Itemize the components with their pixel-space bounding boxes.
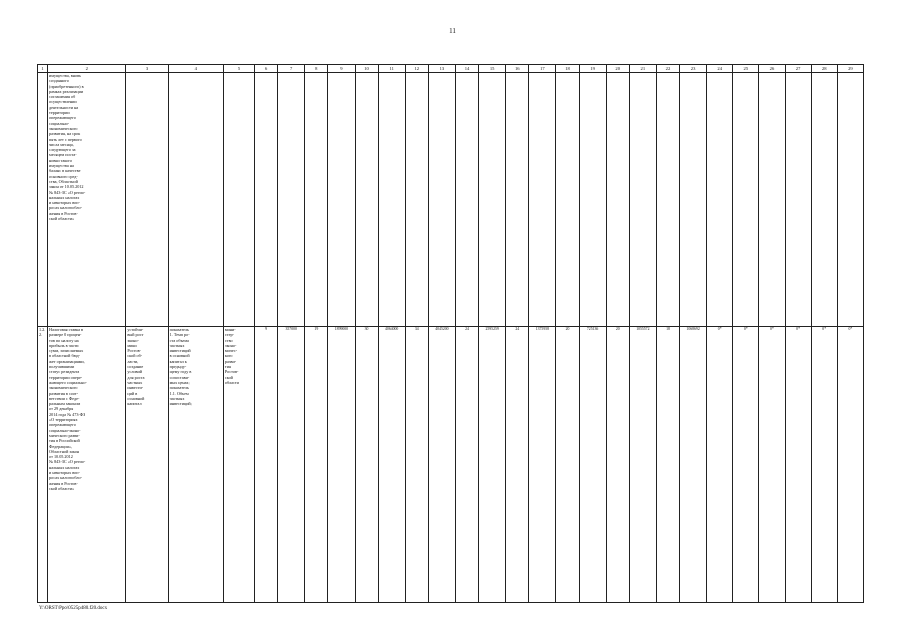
row-number-cell: 1.2.2.	[38, 327, 48, 603]
empty-cell	[126, 73, 168, 327]
column-number-header: 20	[606, 65, 629, 73]
column-number-header: 15	[479, 65, 506, 73]
column-number-header: 18	[556, 65, 579, 73]
column-number-header: 8	[305, 65, 328, 73]
column-number-header: 19	[579, 65, 606, 73]
value-cell: 18	[656, 327, 679, 603]
page-number: 11	[449, 27, 456, 35]
column-number-header: 16	[506, 65, 529, 73]
empty-cell	[785, 73, 811, 327]
benefit-description-cell: Налоговая ставка в размере 0 процен- тов по налогу на прибыль в части сумм, зачисляемых в областной бюд- жет организациями, получившими статус резидента территории опере- жающего социально- экономического развития в соот- ветствии с Феде- ральным законом от 29 декабря 2014 года № 473-ФЗ «О территориях опережающего социально-эконо- мического разви- тия в Российской Федерации», Областной закон от 10.05.2012 № 843-ЗС «О регио- нальных налогах и некоторых воп- росах налогообло- жения в Ростов- ской области»	[48, 327, 126, 603]
column-number-header: 28	[811, 65, 837, 73]
value-cell: 24	[455, 327, 478, 603]
empty-cell	[378, 73, 405, 327]
column-number-header: 4	[168, 65, 223, 73]
table-row	[38, 73, 864, 327]
column-number-header: 7	[278, 65, 305, 73]
value-cell: 24	[506, 327, 529, 603]
column-number-header: 11	[378, 65, 405, 73]
column-number-header: 25	[733, 65, 759, 73]
column-number-header: 12	[405, 65, 428, 73]
empty-cell	[405, 73, 428, 327]
empty-cell	[506, 73, 529, 327]
value-cell: 357000	[278, 327, 305, 603]
empty-cell	[733, 73, 759, 327]
column-number-header: 29	[837, 65, 863, 73]
column-number-header: 27	[785, 65, 811, 73]
column-number-header: 23	[680, 65, 707, 73]
file-path-footer: Y:\ORST\Ppo\0525p480.f20.docx	[39, 606, 108, 611]
empty-cell	[680, 73, 707, 327]
value-cell: 0*	[785, 327, 811, 603]
value-cell: 0*	[811, 327, 837, 603]
column-number-header: 14	[455, 65, 478, 73]
empty-cell	[811, 73, 837, 327]
empty-cell	[305, 73, 328, 327]
benefit-description-cell: имущества, вновь созданного (приобретенного) в рамках реализации соглашения об осуществлении деятельности на территории опережающего социально- экономического развития, на срок пять лет с первого числа месяца, следующего за месяцем поста- новки такого имущества на баланс в качестве основного сред- ства, Областной закон от 10.05.2012 № 843-ЗС «О регио- нальных налогах и некоторых воп- росах налогообло- жения в Ростов- ской области»	[48, 73, 126, 327]
value-cell: 0*	[733, 327, 759, 603]
empty-cell	[656, 73, 679, 327]
value-cell: 1899000	[328, 327, 355, 603]
curator-cell: мини- стер- ство эконо- мичес- кого разви- тия Ростов- ской области	[223, 327, 254, 603]
empty-cell	[168, 73, 223, 327]
value-cell: 725136	[579, 327, 606, 603]
value-cell: 19	[305, 327, 328, 603]
value-cell: 2595259	[479, 327, 506, 603]
goal-cell: устойчи- вый рост эконо- мики Ростов- ской об- ласти, создание условий для роста частных инвести- ций в основной капитал	[126, 327, 168, 603]
value-cell: 1375958	[529, 327, 556, 603]
empty-cell	[606, 73, 629, 327]
indicator-cell: показатель 1. Темп ро- ста объема частных инвестиций в основной капитал к предыду- щему году в сопостави- мых ценах; показатель 1.1. Объем частных инвестиций;	[168, 327, 223, 603]
column-number-header: 26	[759, 65, 785, 73]
value-cell: 20	[606, 327, 629, 603]
column-number-header: 10	[355, 65, 378, 73]
value-cell: 4045200	[428, 327, 455, 603]
value-cell: 30	[355, 327, 378, 603]
column-number-header: 24	[707, 65, 733, 73]
column-number-header: 22	[656, 65, 679, 73]
value-cell: 9	[255, 327, 278, 603]
value-cell: 0*	[837, 327, 863, 603]
empty-cell	[837, 73, 863, 327]
column-number-header: 21	[629, 65, 656, 73]
empty-cell	[579, 73, 606, 327]
value-cell: 34	[405, 327, 428, 603]
column-number-header: 17	[529, 65, 556, 73]
empty-cell	[255, 73, 278, 327]
table-row	[38, 327, 864, 603]
column-number-header: 6	[255, 65, 278, 73]
column-number-header: 2	[48, 65, 126, 73]
value-cell: 0*	[707, 327, 733, 603]
empty-cell	[556, 73, 579, 327]
empty-cell	[759, 73, 785, 327]
empty-cell	[629, 73, 656, 327]
value-cell: 1055572	[629, 327, 656, 603]
column-number-header: 5	[223, 65, 254, 73]
empty-cell	[328, 73, 355, 327]
value-cell: 0*	[759, 327, 785, 603]
empty-cell	[529, 73, 556, 327]
column-number-header: 9	[328, 65, 355, 73]
row-number-cell	[38, 73, 48, 327]
empty-cell	[278, 73, 305, 327]
empty-cell	[479, 73, 506, 327]
tax-expenditure-table	[37, 64, 864, 603]
empty-cell	[428, 73, 455, 327]
column-number-header: 13	[428, 65, 455, 73]
empty-cell	[707, 73, 733, 327]
column-number-header: 1	[38, 65, 48, 73]
empty-cell	[355, 73, 378, 327]
value-cell: 20	[556, 327, 579, 603]
empty-cell	[455, 73, 478, 327]
column-number-row	[38, 65, 864, 73]
value-cell: 4064000	[378, 327, 405, 603]
value-cell: 1068692	[680, 327, 707, 603]
empty-cell	[223, 73, 254, 327]
column-number-header: 3	[126, 65, 168, 73]
